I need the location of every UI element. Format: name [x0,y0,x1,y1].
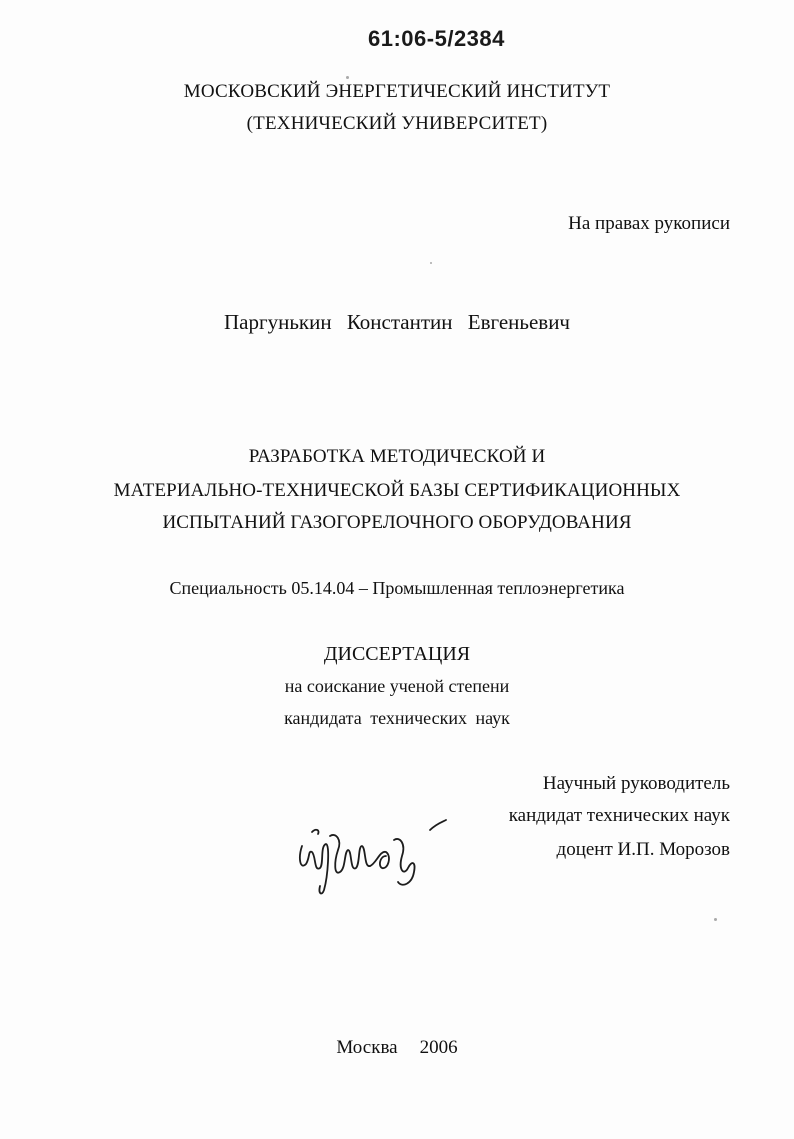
institute-subtitle: (ТЕХНИЧЕСКИЙ УНИВЕРСИТЕТ) [246,113,548,134]
supervisor-name: доцент И.П. Морозов [556,839,730,860]
institute-name: МОСКОВСКИЙ ЭНЕРГЕТИЧЕСКИЙ ИНСТИТУТ [183,81,611,102]
supervisor-degree: кандидат технических наук [508,805,730,826]
document-type: ДИССЕРТАЦИЯ [323,643,471,665]
scan-speck [714,918,717,921]
author-name: Паргунькин Константин Евгеньевич [223,310,570,334]
degree-line: на соискание ученой степени [284,676,510,696]
place-and-year [0,1036,794,1060]
thesis-title-line: РАЗРАБОТКА МЕТОДИЧЕСКОЙ И [248,446,546,467]
city: Москва [336,1037,398,1058]
scan-speck [430,262,432,264]
handwritten-signature-icon [290,806,460,906]
thesis-title-line: МАТЕРИАЛЬНО-ТЕХНИЧЕСКОЙ БАЗЫ СЕРТИФИКАЦИОННЫХ [113,480,681,501]
rights-note: На правах рукописи [568,213,730,234]
year: 2006 [419,1037,458,1058]
thesis-title-line: ИСПЫТАНИЙ ГАЗОГОРЕЛОЧНОГО ОБОРУДОВАНИЯ [162,512,632,533]
scan-speck [346,76,349,79]
registry-stamp: 61:06-5/2384 [368,26,505,51]
degree-line: кандидата технических наук [284,708,510,728]
supervisor-role: Научный руководитель [542,773,730,794]
specialty: Специальность 05.14.04 – Промышленная теплоэнергетика [169,578,625,598]
